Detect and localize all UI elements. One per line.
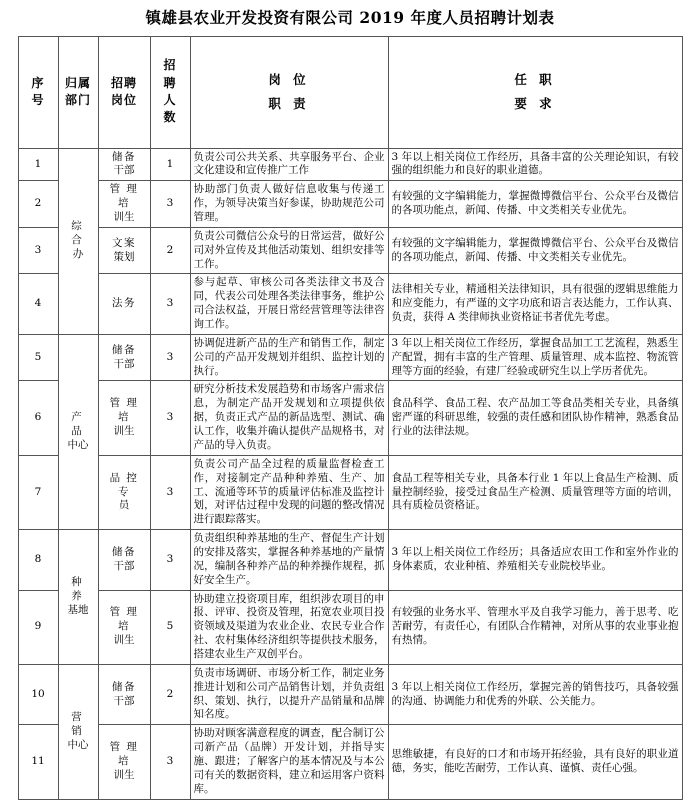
cell-duties: 协调促进新产品的生产和销售工作，制定公司的产品开发规划并组织、监控计划的执行。 [190,334,388,381]
department-line2: 基地 [67,603,89,616]
cell-headcount: 3 [150,274,190,334]
department-line1: 种 养 [71,576,85,603]
cell-requirements: 法律相关专业，精通相关法律知识，具有很强的逻辑思维能力和应变能力，有严谨的文字功底和语言表达能力，工作认真、负责，获得 A 类律师执业资格证书者优先考虑。 [388,274,682,334]
header-duties-line1: 岗 位 [268,72,310,88]
cell-requirements: 食品科学、食品工程、农产品加工等食品类相关专业，具备缜密严谨的科研思维，较强的责任感和团队协作精神，熟悉食品行业的法律法规。 [388,381,682,455]
position-line2: 干部 [113,164,135,177]
position-line2: 员 [118,499,130,512]
table-row [18,381,682,455]
cell-headcount: 3 [150,381,190,455]
position-line1: 法务 [112,297,136,310]
department-line1: 产 品 [71,411,85,438]
header-requirements-line1: 任 职 [514,72,556,88]
position-line1: 储备 [112,545,136,558]
table-row [18,530,682,590]
position-line2: 干部 [113,357,135,370]
page-title: 镇雄县农业开发投资有限公司 2019 年度人员招聘计划表 [145,8,555,27]
cell-position [98,725,150,799]
table-row [18,274,682,334]
cell-position [98,334,150,381]
cell-duties: 负责公司产品全过程的质量监督检查工作，对接制定产品种种养殖、生产、加工、流通等环节的质量评估标准及监控计划，对评估过程中发现的问题的整改情况进行跟踪落实。 [190,455,388,529]
header-seq [18,36,58,148]
cell-position [98,590,150,664]
header-department-line2: 部门 [64,93,91,108]
table-row [18,590,682,664]
header-department [58,36,98,148]
cell-department [58,334,98,529]
cell-seq: 9 [18,590,58,664]
cell-requirements: 思维敏捷，有良好的口才和市场开拓经验，具有良好的职业道德，务实，能吃苦耐劳，工作认真、谨慎、责任心强。 [388,725,682,799]
cell-headcount: 3 [150,530,190,590]
position-line1: 管 理 培 [109,741,139,767]
header-seq-line2: 号 [31,93,45,108]
table-row [18,725,682,799]
cell-seq: 6 [18,381,58,455]
recruitment-plan-table [18,36,683,800]
cell-headcount: 5 [150,590,190,664]
cell-requirements: 3 年以上相关岗位工作经历，掌握完善的销售技巧，具备较强的沟通、协调能力和优秀的外联、公关能力。 [388,664,682,724]
position-line2: 训生 [113,634,135,647]
department-line2: 中心 [67,738,89,751]
position-line2: 训生 [113,425,135,438]
cell-position [98,227,150,274]
position-line2: 干部 [113,694,135,707]
department-line1: 综 合 [71,220,85,247]
cell-seq: 4 [18,274,58,334]
cell-requirements: 3 年以上相关岗位工作经历；具备适应农田工作和室外作业的身体素质，农业种植、养殖相关专业院校毕业。 [388,530,682,590]
department-line1: 营 销 [71,710,85,737]
position-line1: 储备 [112,150,136,163]
cell-position [98,455,150,529]
header-headcount-line2: 聘 [163,75,177,90]
department-line2: 办 [72,248,84,261]
cell-headcount: 3 [150,334,190,381]
table-row [18,334,682,381]
table-header [18,36,682,148]
cell-requirements: 有较强的业务水平、管理水平及自我学习能力，善于思考、吃苦耐劳，有责任心，有团队合作精神，对所从事的农业事业抱有热情。 [388,590,682,664]
cell-department [58,148,98,334]
position-line1: 文案 [112,236,136,249]
cell-position [98,148,150,181]
header-requirements-line2: 要 求 [514,96,556,112]
cell-department [58,530,98,665]
cell-duties: 协助部门负责人做好信息收集与传递工作，为领导决策当好参谋，协助规范公司管理。 [190,181,388,228]
header-headcount [150,36,190,148]
header-seq-line1: 序 [31,75,45,90]
position-line2: 训生 [113,211,135,224]
cell-duties: 负责公司微信公众号的日常运营，做好公司对外宣传及其他活动策划、组织安排等工作。 [190,227,388,274]
cell-department [58,664,98,799]
header-duties-line2: 职 责 [268,96,310,112]
cell-seq: 11 [18,725,58,799]
department-line2: 中心 [67,438,89,451]
cell-seq: 5 [18,334,58,381]
cell-requirements: 有较强的文字编辑能力，掌握微博微信平台、公众平台及微信的各项功能点，新闻、传播、中文类相关专业优先。 [388,181,682,228]
header-duties [190,36,388,148]
cell-requirements: 食品工程等相关专业，具备本行业 1 年以上食品生产检测、质量控制经验，接受过食品生产检测、质量管理等方面的培训，具有质检员资格证。 [388,455,682,529]
cell-seq: 8 [18,530,58,590]
header-headcount-line4: 数 [163,110,177,125]
position-line1: 管 理 培 [109,397,139,424]
cell-seq: 10 [18,664,58,724]
position-line1: 储备 [112,680,136,693]
cell-seq: 7 [18,455,58,529]
cell-requirements: 3 年以上相关岗位工作经历，掌握食品加工工艺流程，熟悉生产配置，拥有丰富的生产管理、质量管理、成本监控、物流管理等方面的经验，有建厂经验或研究生以上学历者优先。 [388,334,682,381]
cell-headcount: 1 [150,148,190,181]
cell-duties: 负责公司公共关系、共享服务平台、企业文化建设和宣传推广工作 [190,148,388,181]
table-row [18,455,682,529]
header-row [18,36,682,148]
table-body [18,148,682,799]
position-line1: 品 控 专 [109,471,139,498]
cell-requirements: 有较强的文字编辑能力，掌握微博微信平台、公众平台及微信的各项功能点，新闻、传播、中文类相关专业优先。 [388,227,682,274]
position-line2: 训生 [113,768,135,781]
cell-headcount: 3 [150,181,190,228]
header-position-line2: 岗位 [110,93,137,108]
cell-position [98,381,150,455]
header-department-line1: 归属 [64,75,91,90]
table-row [18,227,682,274]
cell-seq: 1 [18,148,58,181]
cell-seq: 3 [18,227,58,274]
cell-position [98,530,150,590]
table-row [18,664,682,724]
header-position [98,36,150,148]
cell-headcount: 2 [150,227,190,274]
position-line1: 储备 [112,343,136,356]
position-line2: 策划 [113,250,135,263]
cell-duties: 参与起草、审核公司各类法律文书及合同，代表公司处理各类法律事务，维护公司合法权益，开展日常经营管理等法律咨询工作。 [190,274,388,334]
position-line1: 管 理 培 [109,183,139,210]
header-requirements [388,36,682,148]
cell-headcount: 3 [150,455,190,529]
header-position-line1: 招聘 [110,75,137,90]
cell-seq: 2 [18,181,58,228]
cell-duties: 协助对顾客满意程度的调查，配合制订公司新产品（品牌）开发计划，并指导实施、跟进；了解客户的基本情况及与本公司有关的数据资料，建立和运用客户资料库。 [190,725,388,799]
cell-headcount: 2 [150,664,190,724]
cell-duties: 研究分析技术发展趋势和市场客户需求信息，为制定产品开发规划和立项提供依据，负责正式产品的新品选型、测试、确认工作，收集并确认提供产品规格书，对产品的导入负责。 [190,381,388,455]
table-row [18,181,682,228]
cell-position [98,274,150,334]
cell-headcount: 3 [150,725,190,799]
table-row [18,148,682,181]
cell-duties: 协助建立投资项目库，组织涉农项目的申报、评审、投资及管理，拓宽农业项目投资领域及渠道为农业企业、农民专业合作社、农村集体经济组织等提供技术服务，搭建农业生产双创平台。 [190,590,388,664]
cell-duties: 负责组织种养基地的生产、督促生产计划的安排及落实，掌握各种养基地的产量情况，编制各种养产品的种养操作规程，抓好安全生产。 [190,530,388,590]
position-line2: 干部 [113,559,135,572]
cell-requirements: 3 年以上相关岗位工作经历，具备丰富的公关理论知识，有较强的组织能力和良好的职业道德。 [388,148,682,181]
header-headcount-line1: 招 [163,58,177,73]
position-line1: 管 理 培 [109,606,139,633]
cell-position [98,181,150,228]
header-headcount-line3: 人 [163,93,177,108]
cell-duties: 负责市场调研、市场分析工作，制定业务推进计划和公司产品销售计划，并负责组织、策划、执行，以提升产品销量和品牌知名度。 [190,664,388,724]
cell-position [98,664,150,724]
